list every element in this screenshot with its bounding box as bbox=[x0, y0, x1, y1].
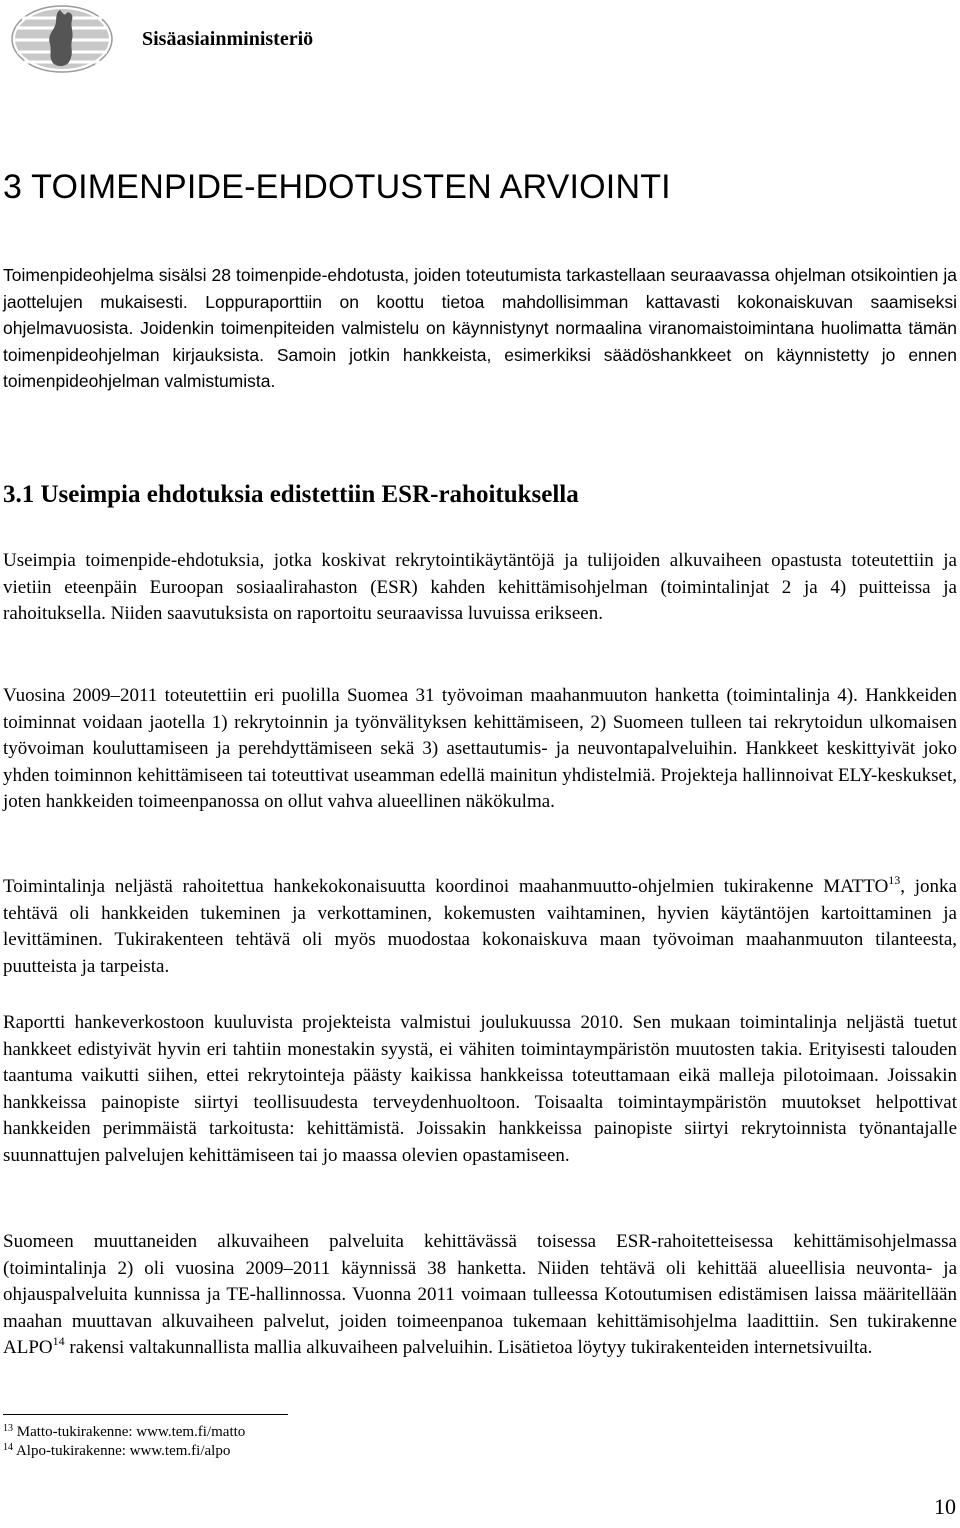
footnote-divider bbox=[3, 1414, 288, 1415]
footnote-number: 13 bbox=[3, 1423, 13, 1434]
paragraph-3 bbox=[3, 874, 957, 980]
paragraph-2: Vuosina 2009–2011 toteutettiin eri puolilla Suomea 31 työvoiman maahanmuuton hanketta (toimintalinja 4). Hankkeiden toiminnat voidaan jaotella 1) rekrytoinnin ja työnvälityksen kehittämiseen, 2) Suomeen tulleen tai rekrytoidun ulkomaisen työvoiman kouluttamiseen ja perehdyttämiseen sekä 3) asettautumis- ja neuvontapalveluihin. Hankkeet keskittyivät joko yhden toiminnon kehittämiseen tai toteuttivat useamman edellä mainitun yhdistelmiä. Projekteja hallinnoivat ELY-keskukset, joten hankkeiden toimeenpanossa on ollut vahva alueellinen näkökulma. bbox=[3, 685, 957, 813]
paragraph-5-text-b: rakensi valtakunnallista mallia alkuvaiheen palveluihin. Lisätietoa löytyy tukirakenteiden internetsivuilta. bbox=[64, 1337, 873, 1359]
paragraph-5-text-a: Suomeen muuttaneiden alkuvaiheen palveluita kehittävässä toisessa ESR-rahoitetteisessa kehittämisohjelmassa (toimintalinja 2) oli vuosina 2009–2011 käynnissä 38 hanketta. Niiden tehtävä oli kehittää alueellisia neuvonta- ja ohjauspalveluita kunnissa ja TE-hallinnossa. Vuonna 2011 voimaan tulleessa Kotoutumisen edistämisen laissa määritellään maahan muuttavan alkuvaiheen palvelut, joiden toimeenpanoa tukemaan kehittämisohjelma laadittiin. Sen tukirakenne ALPO bbox=[3, 1231, 957, 1359]
footnote-text[interactable]: Alpo-tukirakenne: www.tem.fi/alpo bbox=[15, 1443, 231, 1459]
intro-paragraph: Toimenpideohjelma sisälsi 28 toimenpide-ehdotusta, joiden toteutumista tarkastellaan seuraavassa ohjelman otsikointien ja jaottelujen mukaisesti. Loppuraporttiin on koottu tietoa mahdollisimman kattavasti kokonaiskuvan saamiseksi ohjelmavuosista. Joidenkin toimenpiteiden valmistelu on käynnistynyt normaalina viranomaistoimintana huolimatta tämän toimenpideohjelman kirjauksista. Samoin jotkin hankkeista, esimerkiksi säädöshankkeet on käynnistetty jo ennen toimenpideohjelman valmistumista. bbox=[3, 265, 957, 392]
section-title: 3.1 Useimpia ehdotuksia edistettiin ESR-rahoituksella bbox=[3, 481, 579, 508]
footnote-ref-14[interactable]: 14 bbox=[52, 1334, 65, 1349]
page-title: 3 TOIMENPIDE-EHDOTUSTEN ARVIOINTI bbox=[3, 168, 671, 206]
footnote-14 bbox=[3, 1443, 230, 1460]
paragraph-5 bbox=[3, 1229, 957, 1362]
paragraph-3-text-b: , jonka tehtävä oli hankkeiden tukeminen ja verkottaminen, kokemusten vaihtaminen, hyvien käytäntöjen kartoittaminen ja levittäminen. Tukirakenteen tehtävä oli myös muodostaa kokonaiskuva maan työvoiman maahanmuuton tilanteesta, puutteista ja tarpeista. bbox=[3, 876, 957, 977]
paragraph-4: Raportti hankeverkostoon kuuluvista projekteista valmistui joulukuussa 2010. Sen mukaan toimintalinja neljästä tuetut hankkeet edistyivät hyvin eri tahtiin monestakin syystä, ei vähiten toimintaympäristön muutosten takia. Erityisesti talouden taantuma vaikutti siihen, ettei rekrytointeja päästy kaikissa hankkeissa toteuttamaan eikä malleja pilotoimaan. Joissakin hankkeissa painopiste siirtyi teollisuudesta terveydenhuoltoon. Toisaalta toimintaympäristön muutokset helpottivat hankkeiden perimmäistä tarkoitusta: kehittämistä. Joissakin hankkeissa painopiste siirtyi rekrytoinnista työnantajalle suunnattujen palvelujen kehittämiseen tai jo maassa olevien opastamiseen. bbox=[3, 1012, 957, 1166]
page-number: 10 bbox=[934, 1494, 956, 1519]
page-header bbox=[0, 0, 960, 82]
ministry-logo bbox=[10, 4, 114, 74]
footnote-number: 14 bbox=[3, 1442, 13, 1453]
paragraph-3-text-a: Toimintalinja neljästä rahoitettua hankekokonaisuutta koordinoi maahanmuutto-ohjelmien tukirakenne MATTO bbox=[3, 876, 889, 897]
paragraph-1: Useimpia toimenpide-ehdotuksia, jotka koskivat rekrytointikäytäntöjä ja tulijoiden alkuvaiheen opastusta toteutettiin ja vietiin eteenpäin Euroopan sosiaalirahaston (ESR) kahden kehittämisohjelman (toimintalinjat 2 ja 4) puitteissa ja rahoituksella. Niiden saavutuksista on raportoitu seuraavissa luvuissa erikseen. bbox=[3, 550, 957, 625]
footnote-text[interactable]: Matto-tukirakenne: www.tem.fi/matto bbox=[16, 1424, 246, 1440]
footnote-13 bbox=[3, 1424, 245, 1441]
footnote-ref-13[interactable]: 13 bbox=[888, 873, 901, 887]
ministry-name: Sisäasiainministeriö bbox=[142, 28, 314, 50]
